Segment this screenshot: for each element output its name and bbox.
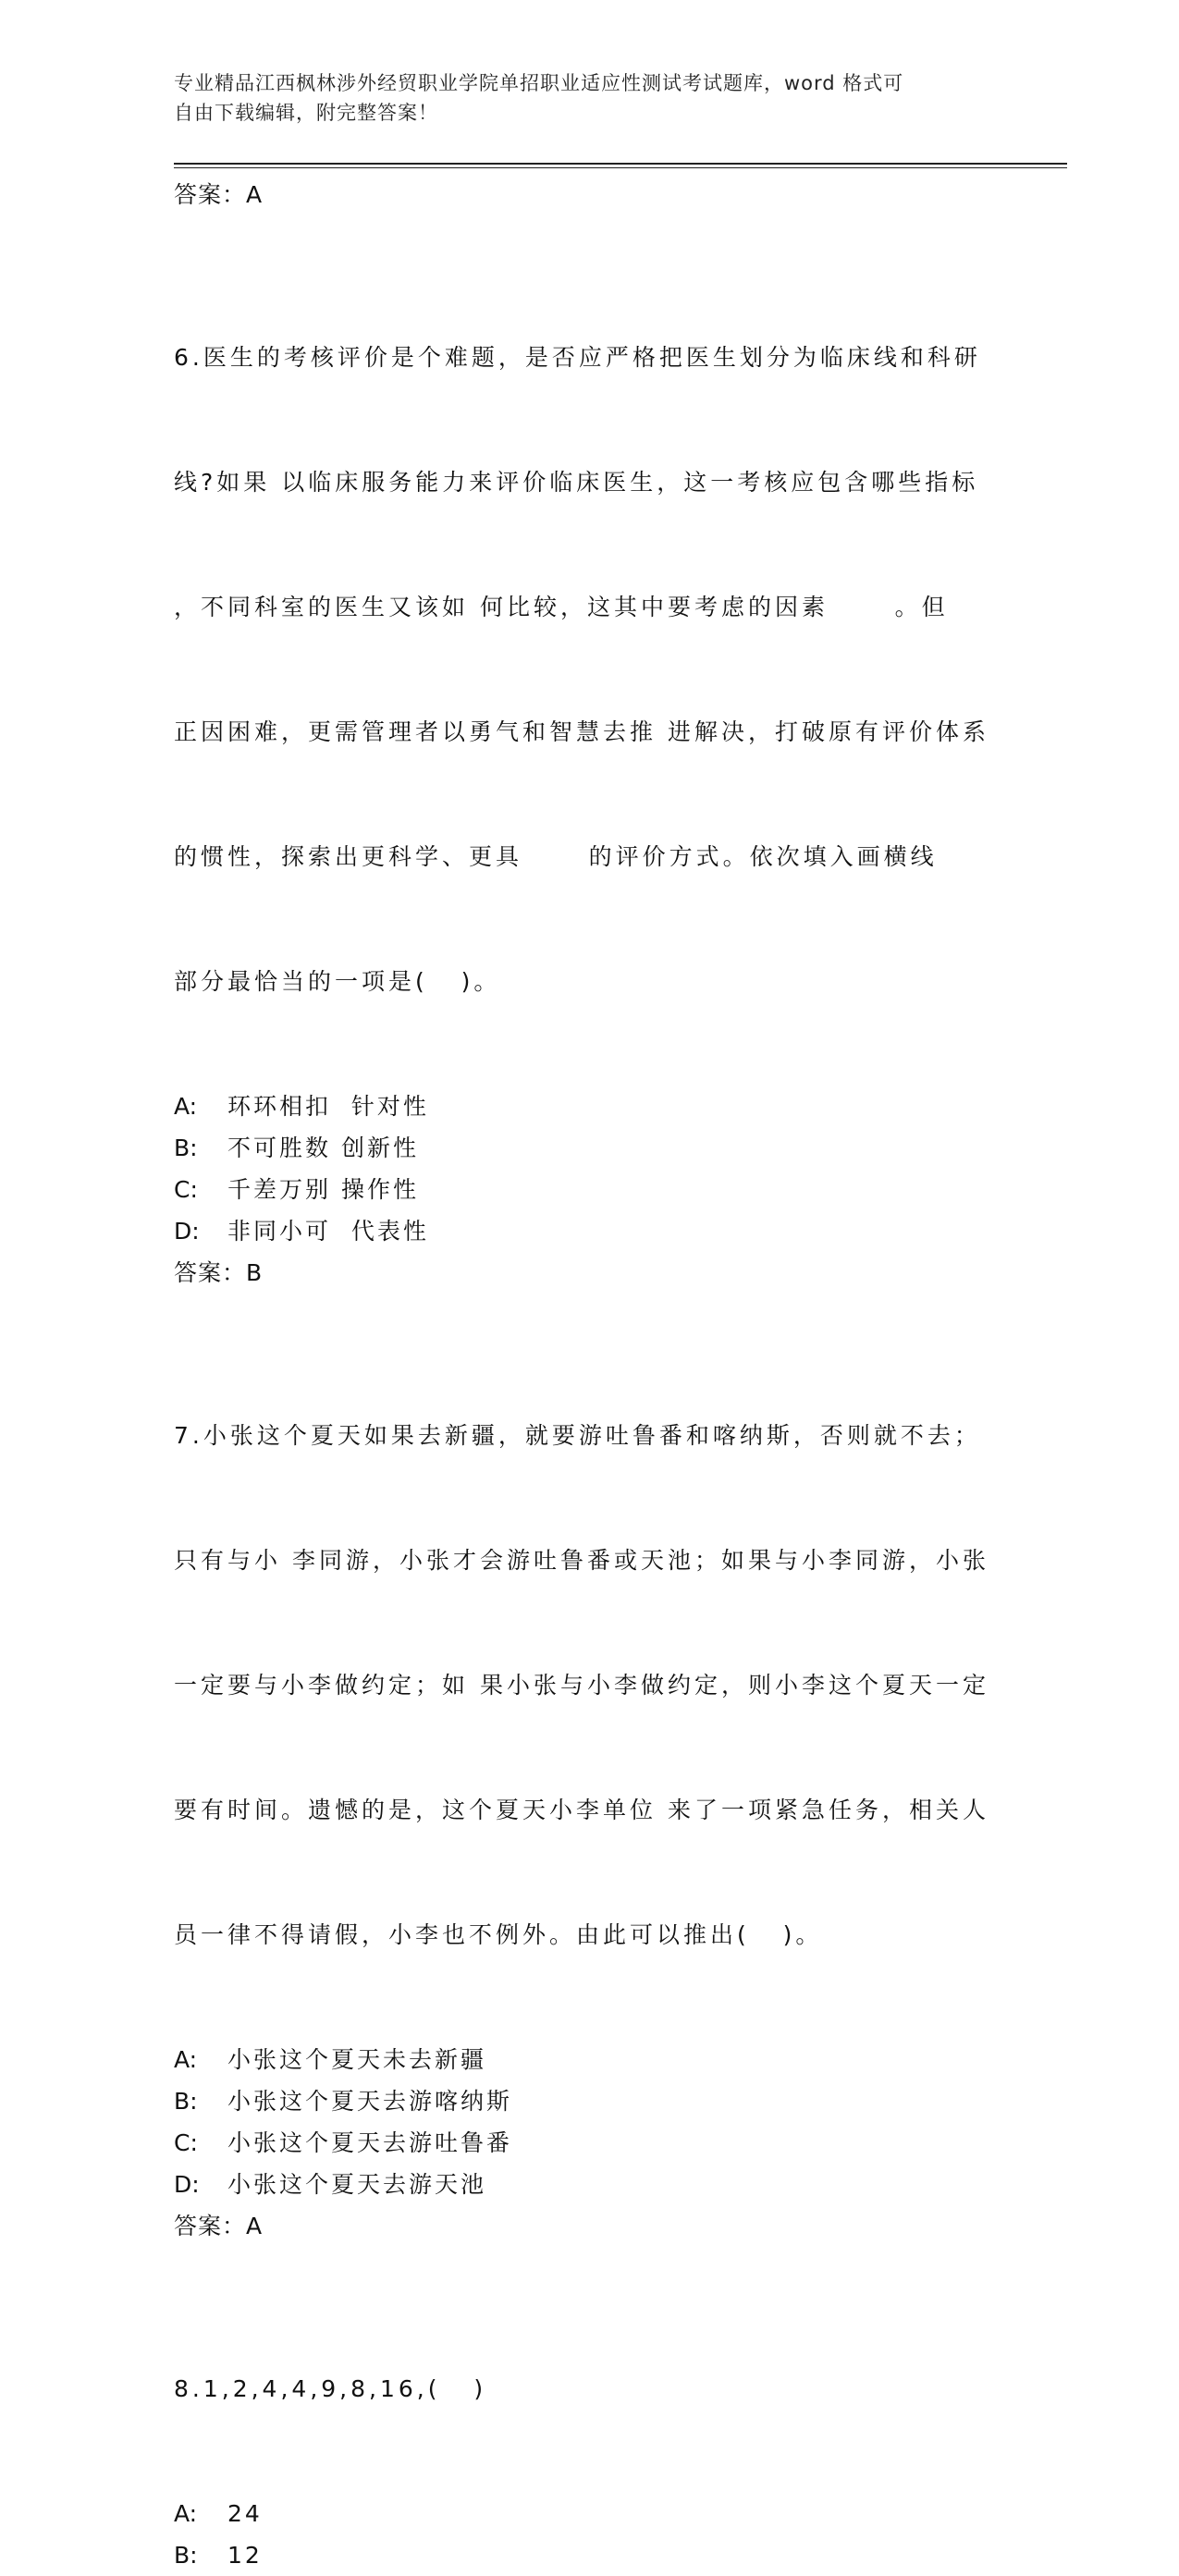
option-text: 小张这个夏天去游吐鲁番 [227, 2129, 513, 2156]
stem-line: 部分最恰当的一项是( )。 [174, 968, 501, 995]
question-7 [174, 1331, 997, 2248]
option-a [174, 2039, 997, 2080]
option-a [174, 1086, 997, 1127]
stem-line: 的惯性，探索出更科学、更具 的评价方式。依次填入画横线 [174, 843, 938, 870]
header-line-1: 专业精品江西枫林涉外经贸职业学院单招职业适应性测试考试题库，word 格式可 [174, 72, 904, 94]
option-text: 小张这个夏天去游天池 [227, 2171, 487, 2198]
option-d [174, 2164, 997, 2205]
option-a [174, 2493, 997, 2534]
option-text: 非同小可 代表性 [227, 1218, 429, 1245]
option-b [174, 1127, 997, 1169]
option-key: C: [174, 2129, 198, 2156]
header-rule-thin [174, 167, 1067, 168]
stem-line: 员一律不得请假，小李也不例外。由此可以推出( )。 [174, 1921, 823, 1948]
stem-line: 8.1,2,4,4,9,8,16,( ) [174, 2375, 487, 2402]
question-list [174, 174, 997, 2576]
question-stem [174, 2285, 997, 2493]
stem-line: 正因困难，更需管理者以勇气和智慧去推 进解决，打破原有评价体系 [174, 718, 989, 745]
option-text: 小张这个夏天未去新疆 [227, 2046, 487, 2073]
stem-line: 只有与小 李同游，小张才会游吐鲁番或天池；如果与小李同游，小张 [174, 1547, 989, 1574]
option-b [174, 2080, 997, 2122]
option-key: A: [174, 2046, 198, 2073]
option-text: 千差万别 操作性 [227, 1176, 419, 1203]
option-text: 环环相扣 针对性 [227, 1093, 429, 1120]
page-header [174, 68, 988, 128]
option-key: B: [174, 2088, 198, 2115]
question-6 [174, 253, 997, 1294]
stem-line: 线?如果 以临床服务能力来评价临床医生，这一考核应包含哪些指标 [174, 469, 979, 496]
answer-line: 答案：B [174, 1259, 264, 1286]
header-line-2: 自由下载编辑，附完整答案！ [174, 102, 438, 124]
option-text: 小张这个夏天去游喀纳斯 [227, 2088, 513, 2115]
question-8 [174, 2285, 997, 2576]
header-rule-thick [174, 163, 1067, 165]
stem-line: 一定要与小李做约定；如 果小张与小李做约定，则小李这个夏天一定 [174, 1672, 989, 1699]
option-key: D: [174, 1218, 200, 1245]
stem-line: 6.医生的考核评价是个难题，是否应严格把医生划分为临床线和科研 [174, 344, 981, 371]
option-c [174, 2122, 997, 2164]
option-text: 不可胜数 创新性 [227, 1135, 419, 1161]
option-text: 24 [227, 2500, 263, 2527]
previous-answer: 答案：A [174, 181, 264, 208]
stem-line: 7.小张这个夏天如果去新疆，就要游吐鲁番和喀纳斯，否则就不去； [174, 1422, 981, 1449]
answer-line: 答案：A [174, 2213, 264, 2239]
option-key: A: [174, 1093, 198, 1120]
option-text: 12 [227, 2542, 263, 2569]
option-c [174, 1169, 997, 1210]
option-key: C: [174, 1176, 198, 1203]
option-d [174, 1210, 997, 1252]
option-b [174, 2534, 997, 2576]
option-key: B: [174, 1135, 198, 1161]
option-key: B: [174, 2542, 198, 2569]
stem-line: ，不同科室的医生又该如 何比较，这其中要考虑的因素 。但 [174, 594, 949, 620]
option-key: D: [174, 2171, 200, 2198]
stem-line: 要有时间。遗憾的是，这个夏天小李单位 来了一项紧急任务，相关人 [174, 1797, 989, 1823]
question-stem [174, 1331, 997, 2039]
question-stem [174, 253, 997, 1086]
option-key: A: [174, 2500, 198, 2527]
